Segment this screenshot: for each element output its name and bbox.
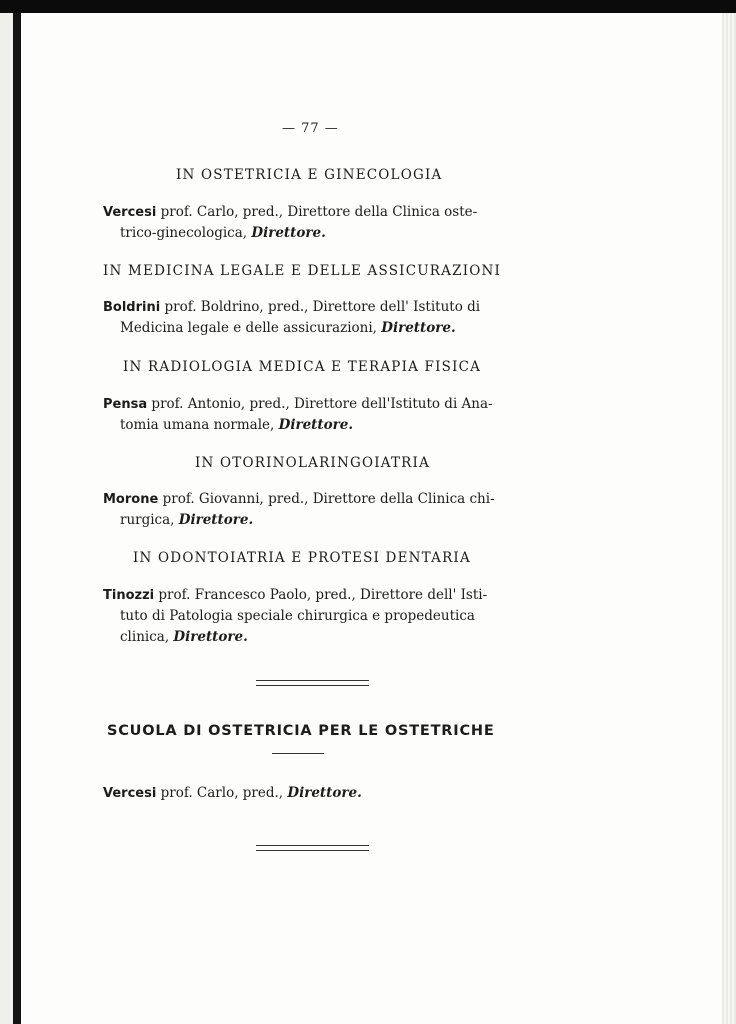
end-divider bbox=[256, 845, 369, 851]
entry-role: Direttore. bbox=[178, 512, 254, 528]
entry-role: Direttore. bbox=[251, 225, 326, 241]
entry-line-3: clinica, bbox=[120, 629, 170, 645]
entry-line-2: trico-ginecologica, bbox=[120, 225, 248, 241]
section-heading-otorino: IN OTORINOLARINGOIATRIA bbox=[195, 455, 431, 471]
scan-binding-shadow bbox=[13, 13, 21, 1024]
entry-school-vercesi bbox=[103, 783, 525, 804]
page-left-edge bbox=[0, 13, 13, 1024]
person-name: Pensa bbox=[103, 397, 148, 412]
section-heading-medicina-legale: IN MEDICINA LEGALE E DELLE ASSICURAZIONI bbox=[103, 263, 502, 279]
entry-line-1: prof. Boldrino, pred., Direttore dell' Istituto di bbox=[164, 299, 481, 315]
page-right-edge bbox=[722, 13, 736, 1024]
entry-line-1: prof. Carlo, pred., Direttore della Clinica oste- bbox=[160, 204, 478, 220]
entry-role: Direttore. bbox=[287, 785, 362, 801]
section-heading-radiologia: IN RADIOLOGIA MEDICA E TERAPIA FISICA bbox=[123, 359, 482, 375]
section-heading-ostetricia: IN OSTETRICIA E GINECOLOGIA bbox=[176, 167, 443, 183]
entry-line-1: prof. Francesco Paolo, pred., Direttore dell' Isti- bbox=[158, 587, 488, 603]
person-name: Morone bbox=[103, 492, 159, 507]
entry-text: prof. Carlo, pred., bbox=[160, 785, 284, 801]
person-name: Vercesi bbox=[103, 786, 157, 801]
entry-vercesi bbox=[103, 202, 525, 244]
entry-line-2: tomia umana normale, bbox=[120, 417, 275, 433]
entry-boldrini bbox=[103, 297, 525, 339]
entry-line-2: rurgica, bbox=[120, 512, 175, 528]
entry-line-1: prof. Antonio, pred., Direttore dell'Istituto di Ana- bbox=[151, 396, 493, 412]
title-underline bbox=[272, 753, 324, 754]
person-name: Tinozzi bbox=[103, 588, 155, 603]
section-heading-odontoiatria: IN ODONTOIATRIA E PROTESI DENTARIA bbox=[133, 550, 471, 566]
entry-line-2: Medicina legale e delle assicurazioni, bbox=[120, 320, 377, 336]
section-divider bbox=[256, 680, 369, 686]
entry-morone bbox=[103, 489, 525, 531]
entry-pensa bbox=[103, 394, 525, 436]
entry-line-2: tuto di Patologia speciale chirurgica e propedeutica bbox=[120, 608, 475, 624]
entry-line-1: prof. Giovanni, pred., Direttore della Clinica chi- bbox=[162, 491, 495, 507]
person-name: Vercesi bbox=[103, 205, 157, 220]
entry-role: Direttore. bbox=[381, 320, 456, 336]
entry-role: Direttore. bbox=[278, 417, 354, 433]
entry-tinozzi bbox=[103, 585, 525, 648]
school-title: SCUOLA DI OSTETRICIA PER LE OSTETRICHE bbox=[107, 723, 495, 739]
entry-role: Direttore. bbox=[173, 629, 248, 645]
person-name: Boldrini bbox=[103, 300, 161, 315]
page-number: — 77 — bbox=[282, 121, 339, 136]
scan-top-border bbox=[0, 0, 736, 13]
